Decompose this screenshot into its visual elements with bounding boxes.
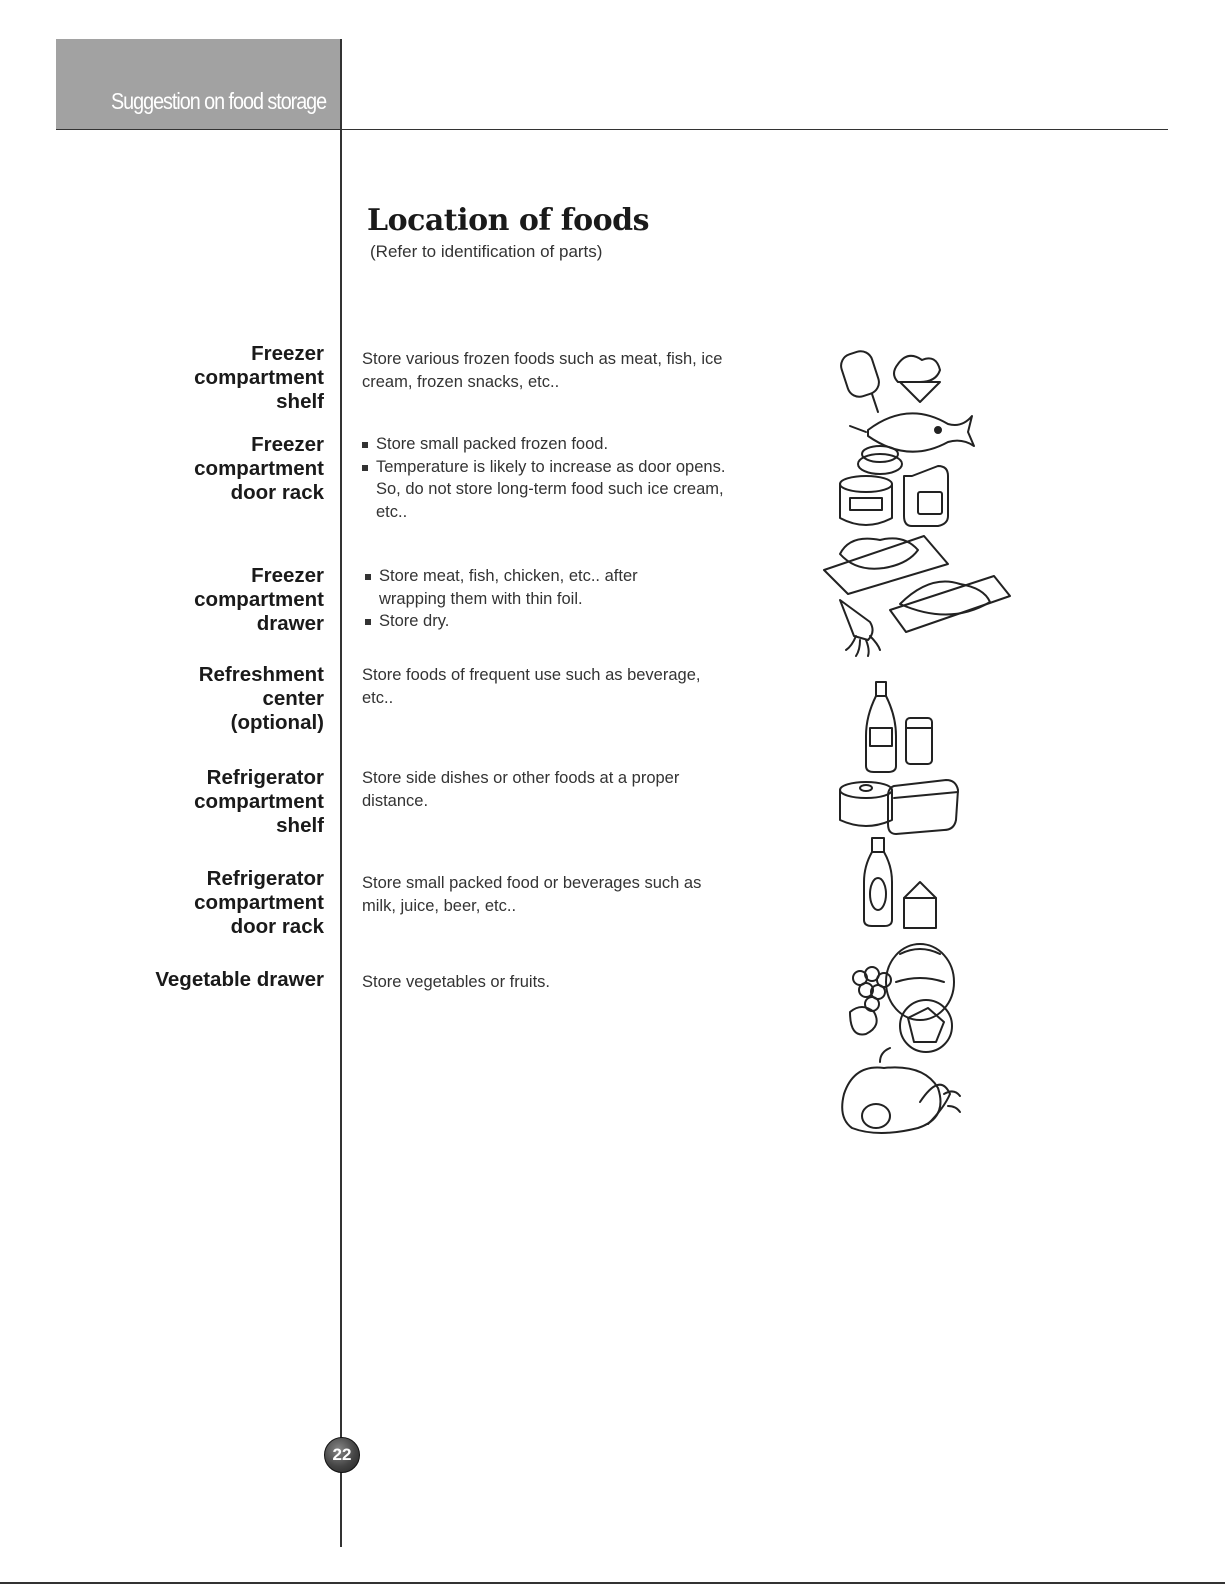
ice-cream-icon bbox=[838, 348, 940, 412]
food-illustrations bbox=[820, 342, 1020, 1142]
desc-freezer-drawer bbox=[365, 565, 675, 633]
desc-text: Store vegetables or fruits. bbox=[362, 973, 551, 991]
bullet-item: Store small packed frozen food. bbox=[362, 433, 726, 456]
bullet-item: Store meat, fish, chicken, etc.. after wrapping them with thin foil. bbox=[365, 565, 675, 610]
bullet-item: Store dry. bbox=[365, 610, 675, 633]
food-container-icon bbox=[840, 780, 958, 834]
can-icon bbox=[840, 466, 948, 526]
desc-vegetable-drawer bbox=[362, 971, 726, 994]
margin-rule bbox=[340, 39, 342, 1547]
label-line: compartment bbox=[194, 891, 324, 914]
desc-text: Store small packed food or beverages such as milk, juice, beer, etc.. bbox=[362, 874, 702, 915]
label-line: door rack bbox=[230, 915, 324, 938]
desc-refreshment-center bbox=[362, 664, 726, 709]
header-rule bbox=[56, 129, 1168, 130]
label-line: shelf bbox=[276, 814, 324, 837]
squid-icon bbox=[840, 600, 880, 656]
label-line: compartment bbox=[194, 457, 324, 480]
label-line: Refrigerator bbox=[206, 766, 324, 789]
label-line: compartment bbox=[194, 366, 324, 389]
page-title: Location of foods bbox=[367, 203, 649, 238]
frozen-meat-tray-icon bbox=[824, 536, 1010, 632]
page-subtitle: (Refer to identification of parts) bbox=[370, 242, 603, 261]
page-number: 22 bbox=[324, 1437, 360, 1473]
label-line: (optional) bbox=[230, 711, 324, 734]
label-line: shelf bbox=[276, 390, 324, 413]
label-line: Refrigerator bbox=[206, 867, 324, 890]
label-freezer-shelf bbox=[194, 342, 324, 414]
fruits-icon bbox=[850, 944, 954, 1052]
label-line: Refreshment bbox=[198, 663, 324, 686]
milk-carton-icon bbox=[864, 838, 936, 928]
desc-text: Store side dishes or other foods at a proper distance. bbox=[362, 769, 680, 810]
label-line: compartment bbox=[194, 790, 324, 813]
label-line: door rack bbox=[230, 481, 324, 504]
label-line: drawer bbox=[256, 612, 324, 635]
section-title: Suggestion on food storage bbox=[110, 88, 326, 114]
bullet-item: Temperature is likely to increase as door opens. So, do not store long-term food such ice cream, etc.. bbox=[362, 456, 726, 524]
label-vegetable-drawer bbox=[155, 968, 324, 992]
bottom-rule bbox=[0, 1582, 1225, 1584]
label-freezer-door-rack bbox=[194, 433, 324, 505]
label-line: Freezer bbox=[251, 564, 324, 587]
desc-freezer-shelf bbox=[362, 348, 726, 393]
label-line: center bbox=[262, 687, 324, 710]
desc-freezer-door-rack bbox=[362, 433, 726, 523]
label-refrigerator-door-rack bbox=[194, 867, 324, 939]
desc-refrigerator-shelf bbox=[362, 767, 726, 812]
section-header-tab bbox=[56, 39, 340, 129]
label-refrigerator-shelf bbox=[194, 766, 324, 838]
bottle-icon bbox=[866, 682, 932, 772]
desc-text: Store various frozen foods such as meat, fish, ice cream, frozen snacks, etc.. bbox=[362, 350, 723, 391]
label-line: Vegetable drawer bbox=[155, 968, 324, 991]
label-line: compartment bbox=[194, 588, 324, 611]
fish-icon bbox=[850, 413, 974, 474]
desc-text: Store foods of frequent use such as beverage, etc.. bbox=[362, 666, 701, 707]
vegetables-icon bbox=[842, 1048, 960, 1133]
label-line: Freezer bbox=[251, 342, 324, 365]
label-freezer-drawer bbox=[194, 564, 324, 636]
label-refreshment-center bbox=[199, 663, 324, 735]
desc-refrigerator-door-rack bbox=[362, 872, 726, 917]
label-line: Freezer bbox=[251, 433, 324, 456]
